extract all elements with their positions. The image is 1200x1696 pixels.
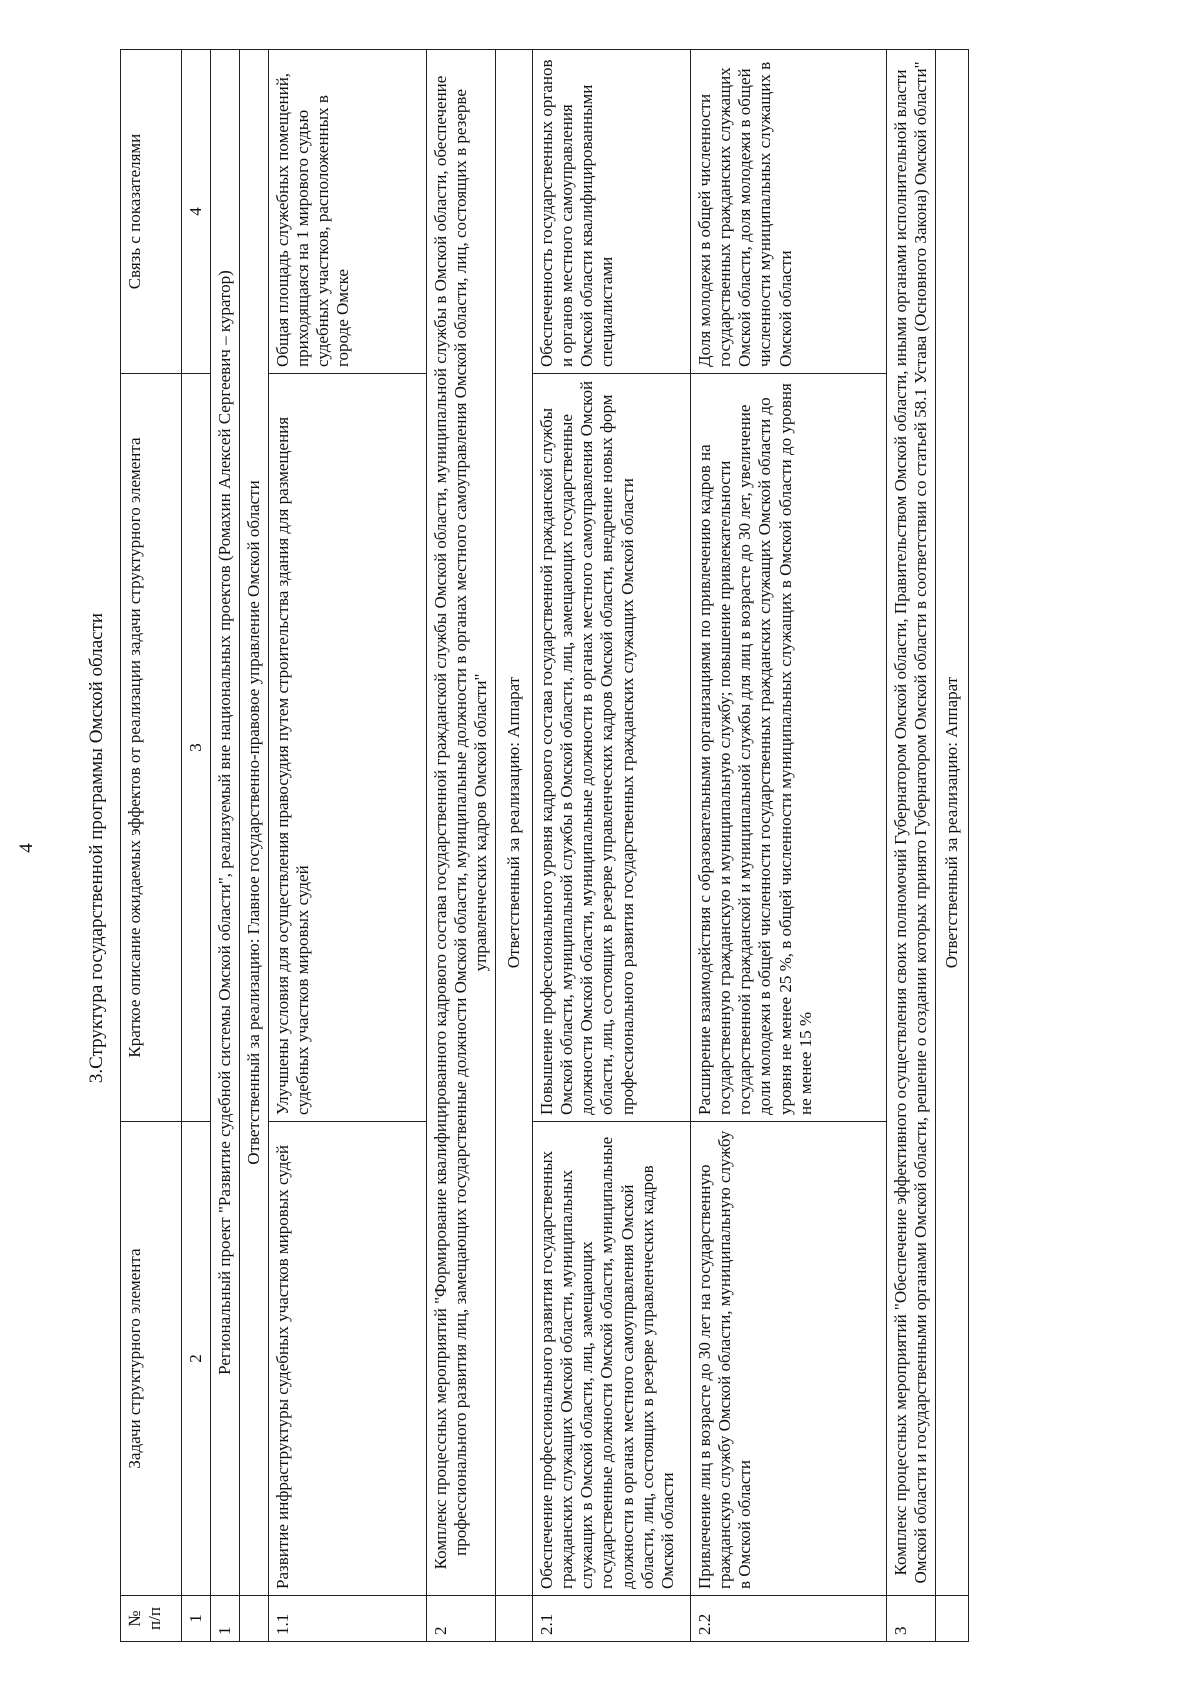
section-number: 2 (427, 1596, 496, 1642)
table-row (691, 50, 887, 1642)
column-number-row (182, 50, 211, 1642)
responsible-row (936, 50, 969, 1642)
page-number: 4 (16, 843, 37, 853)
section-title: Региональный проект "Развитие судебной системы Омской области", реализуемый вне национальных проектов (Ромахин Алексей Сергеевич – куратор) (211, 50, 240, 1596)
page-title: 3.Структура государственной программы Омской области (86, 612, 107, 1084)
header-indicator: Связь с показателями (121, 50, 182, 374)
section-number: 3 (887, 1596, 936, 1642)
row-number: 1.1 (269, 1596, 427, 1642)
indicator-cell: Общая площадь служебных помещений, приходящаяся на 1 мирового судью судебных участков, расположенных в городе Омске (269, 50, 427, 374)
indicator-cell: Обеспеченность государственных органов и органов местного самоуправления Омской области квалифицированными специалистами (533, 50, 691, 374)
table-row (269, 50, 427, 1642)
section-row (427, 50, 496, 1642)
header-effect: Краткое описание ожидаемых эффектов от реализации задачи структурного элемента (121, 374, 182, 1122)
responsible-text: Ответственный за реализацию: Главное государственно-правовое управление Омской области (240, 50, 269, 1596)
task-cell: Привлечение лиц в возрасте до 30 лет на государственную гражданскую службу Омской области, муниципальную службу в Омской области (691, 1122, 887, 1596)
column-number: 4 (182, 50, 211, 374)
header-row (121, 50, 182, 1642)
task-cell: Обеспечение профессионального развития государственных гражданских служащих Омской области, муниципальных служащих в Омской области, лиц, замещающих государственные должности Омской области, муниципальные должности в органах местного самоуправления Омской области, лиц, состоящих в резерве управленческих кадров Омской области (533, 1122, 691, 1596)
responsible-text: Ответственный за реализацию: Аппарат (496, 50, 533, 1596)
responsible-row (240, 50, 269, 1642)
section-row (887, 50, 936, 1642)
table-row (533, 50, 691, 1642)
effect-cell: Повышение профессионального уровня кадрового состава государственной гражданской службы Омской области, муниципальной службы в Омской области, лиц, замещающих государственные должности Омской области, муниципальные должности в органах местного самоуправления Омской области, лиц, состоящих в резерве управленческих кадров Омской области, внедрение новых форм профессионального развития государственных гражданских служащих Омской области (533, 374, 691, 1122)
section-title: Комплекс процессных мероприятий "Формирование квалифицированного кадрового состава государственной гражданской службы Омской области, муниципальной службы в Омской области, обеспечение профессионального развития лиц, замещающих государственные должности Омской области, муниципальные должности в органах местного самоуправления Омской области, лиц, состоящих в резерве управленческих кадров Омской области" (427, 50, 496, 1596)
structure-table (120, 49, 969, 1642)
header-task: Задачи структурного элемента (121, 1122, 182, 1596)
section-number: 1 (211, 1596, 240, 1642)
header-num: № п/п (121, 1596, 182, 1642)
column-number: 2 (182, 1122, 211, 1596)
effect-cell: Расширение взаимодействия с образовательными организациями по привлечению кадров на государственную гражданскую и муниципальную службу; повышение привлекательности государственной гражданской и муниципальной службы для лиц в возрасте до 30 лет, увеличение доли молодежи в общей численности государственных гражданских служащих Омской области до уровня не менее 25 %, в общей численности муниципальных служащих в Омской области до уровня не менее 15 % (691, 374, 887, 1122)
responsible-row (496, 50, 533, 1642)
row-number: 2.2 (691, 1596, 887, 1642)
section-row (211, 50, 240, 1642)
effect-cell: Улучшены условия для осуществления правосудия путем строительства здания для размещения судебных участков мировых судей (269, 374, 427, 1122)
responsible-text: Ответственный за реализацию: Аппарат (936, 50, 969, 1596)
column-number: 1 (182, 1596, 211, 1642)
column-number: 3 (182, 374, 211, 1122)
indicator-cell: Доля молодежи в общей численности государственных гражданских служащих Омской области, доля молодежи в общей численности муниципальных служащих в Омской области (691, 50, 887, 374)
task-cell: Развитие инфраструктуры судебных участков мировых судей (269, 1122, 427, 1596)
section-title: Комплекс процессных мероприятий "Обеспечение эффективного осуществления своих полномочий Губернатором Омской области, Правительством Омской области, иными органами исполнительной власти Омской области и государственными органами Омской области, решение о создании которых принято Губернатором Омской области в соответствии со статьей 58.1 Устава (Основного Закона) Омской области" (887, 50, 936, 1596)
row-number: 2.1 (533, 1596, 691, 1642)
